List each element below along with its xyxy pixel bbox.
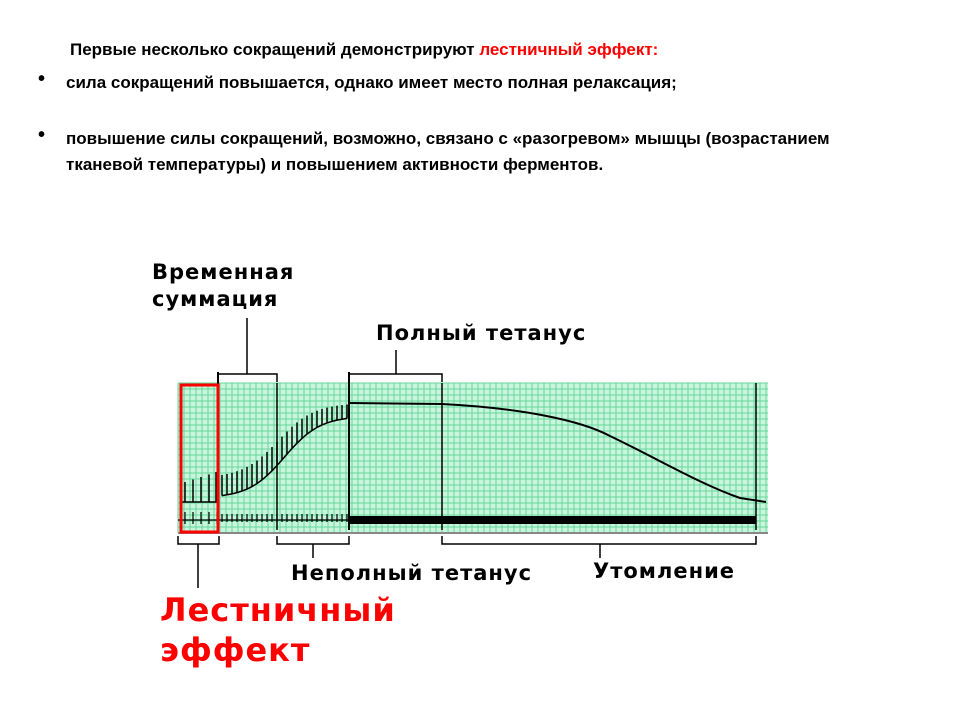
intro-prefix: Первые несколько сокращений демонстрируют bbox=[70, 40, 480, 59]
label-incomplete-tetanus: Неполный тетанус bbox=[291, 561, 533, 585]
label-fatigue: Утомление bbox=[593, 559, 736, 583]
bullet-dot: • bbox=[38, 124, 46, 146]
bracket-staircase bbox=[178, 536, 219, 544]
bracket-temporal-summation bbox=[218, 374, 277, 382]
label-temporal-summation bbox=[152, 259, 294, 313]
bracket-incomplete-tetanus bbox=[277, 536, 349, 544]
label-temporal-summation-line1: Временная bbox=[152, 260, 295, 284]
bracket-complete-tetanus bbox=[349, 374, 442, 382]
bracket-fatigue bbox=[442, 536, 756, 544]
label-staircase-effect bbox=[160, 590, 396, 670]
bullet-dot: • bbox=[38, 68, 46, 90]
label-staircase-line1: Лестничный bbox=[160, 591, 396, 629]
bullet-text: сила сокращений повышается, однако имеет место полная релаксация; bbox=[66, 73, 677, 92]
bullet-text: повышение силы сокращений, возможно, связано с «разогревом» мышцы (возрастанием тканевой температуры) и повышением активности ферментов. bbox=[66, 129, 830, 174]
intro-highlight: лестничный эффект: bbox=[479, 40, 659, 59]
stimulus-bar bbox=[349, 516, 756, 524]
label-complete-tetanus: Полный тетанус bbox=[376, 321, 587, 345]
label-temporal-summation-line2: суммация bbox=[152, 287, 279, 311]
label-staircase-line2: эффект bbox=[160, 631, 311, 669]
